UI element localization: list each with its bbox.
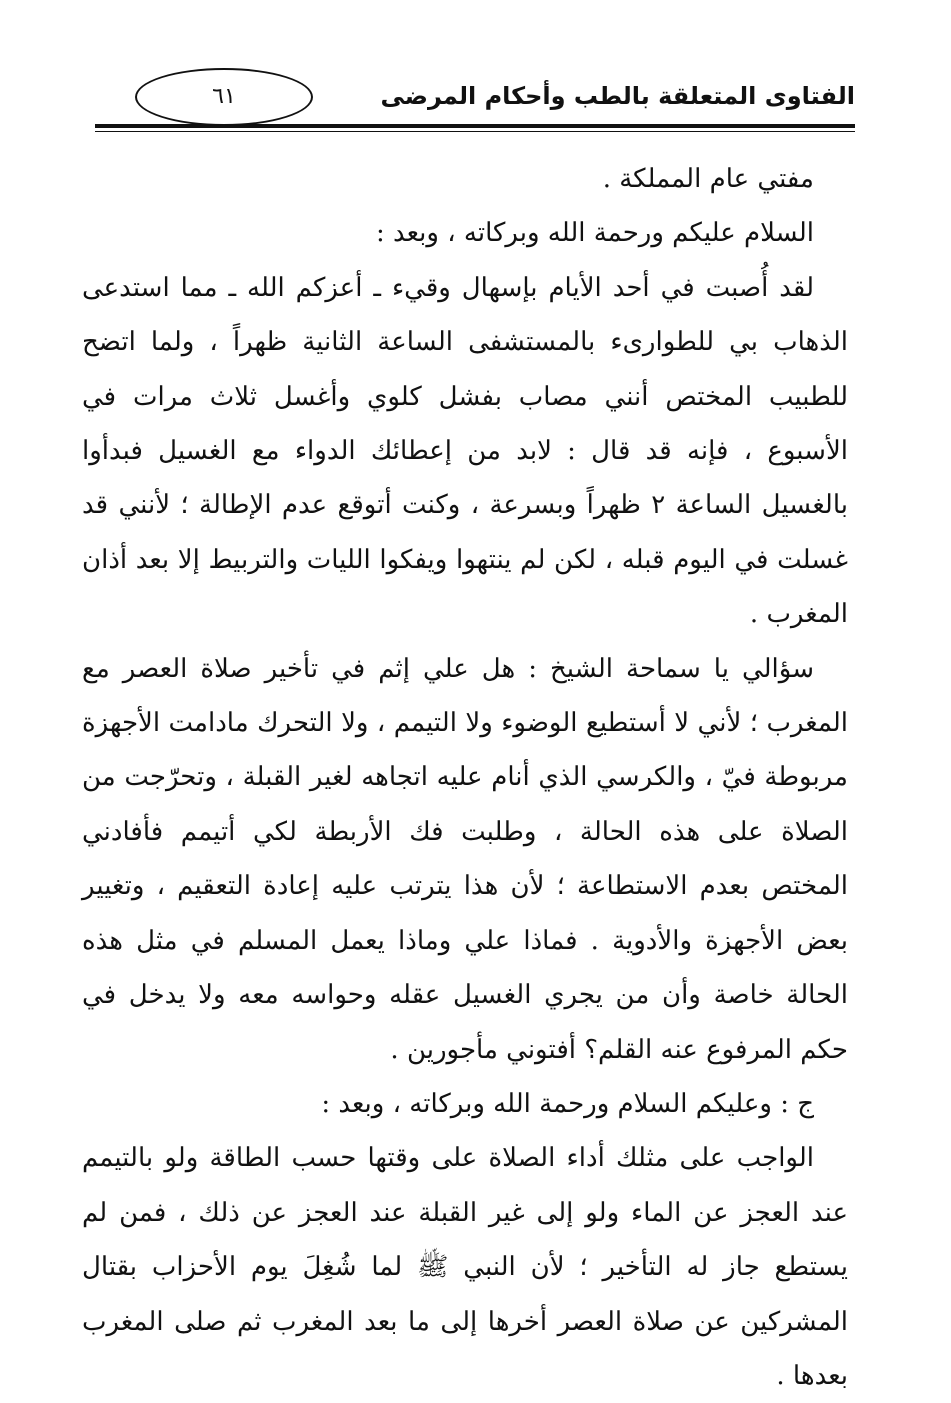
paragraph-addressee: مفتي عام المملكة . — [602, 164, 814, 194]
page-body — [82, 152, 848, 1403]
paragraph-greeting: السلام عليكم ورحمة الله وبركاته ، وبعد : — [375, 218, 814, 249]
page-header — [95, 60, 855, 135]
paragraph-answer: الواجب على مثلك أداء الصلاة على وقتها حسب الطاقة ولو بالتيمم عند العجز عن الماء ولو إلى غير القبلة عند العجز عن ذلك ، فمن لم يستطع جاز له التأخير ؛ لأن النبي ﷺ لما شُغِلَ يوم الأحزاب بقتال المشركين عن صلاة العصر أخرها إلى ما بعد المغرب ثم صلى المغرب بعدها . — [82, 1143, 848, 1391]
paragraph-question-story: لقد أُصبت في أحد الأيام بإسهال وقيء ـ أعزكم الله ـ مما استدعى الذهاب بي للطوارىء بالمستشفى الساعة الثانية ظهراً ، ولما اتضح للطبيب المختص أنني مصاب بفشل كلوي وأغسل ثلاث مرات في الأسبوع ، فإنه قد قال : لابد من إعطائك الدواء مع الغسيل فبدأوا بالغسيل الساعة ٢ ظهراً وبسرعة ، وكنت أتوقع عدم الإطالة ؛ لأنني قد غسلت في اليوم قبله ، لكن لم ينتهوا ويفكوا الليات والتربيط إلا بعد أذان المغرب . — [82, 272, 848, 630]
page-number: ٦١ — [135, 68, 313, 126]
running-title: الفتاوى المتعلقة بالطب وأحكام المرضى — [380, 82, 855, 110]
header-rule-thin — [95, 131, 855, 132]
paragraph-answer-greeting: ج : وعليكم السلام ورحمة الله وبركاته ، وبعد : — [321, 1088, 814, 1119]
paragraph-question: سؤالي يا سماحة الشيخ : هل علي إثم في تأخير صلاة العصر مع المغرب ؛ لأني لا أستطيع الوضوء ولا التيمم ، ولا التحرك مادامت الأجهزة مربوطة فيّ ، والكرسي الذي أنام عليه اتجاهه لغير القبلة ، وتحرّجت من الصلاة على هذه الحالة ، وطلبت فك الأربطة لكي أتيمم فأفادني المختص بعدم الاستطاعة ؛ لأن هذا يترتب عليه إعادة التعقيم ، وتغيير بعض الأجهزة والأدوية . فماذا علي وماذا يعمل المسلم في مثل هذه الحالة خاصة وأن من يجري الغسيل عقله وحواسه معه ولا يدخل في حكم المرفوع عنه القلم؟ أفتوني مأجورين . — [82, 653, 848, 1065]
